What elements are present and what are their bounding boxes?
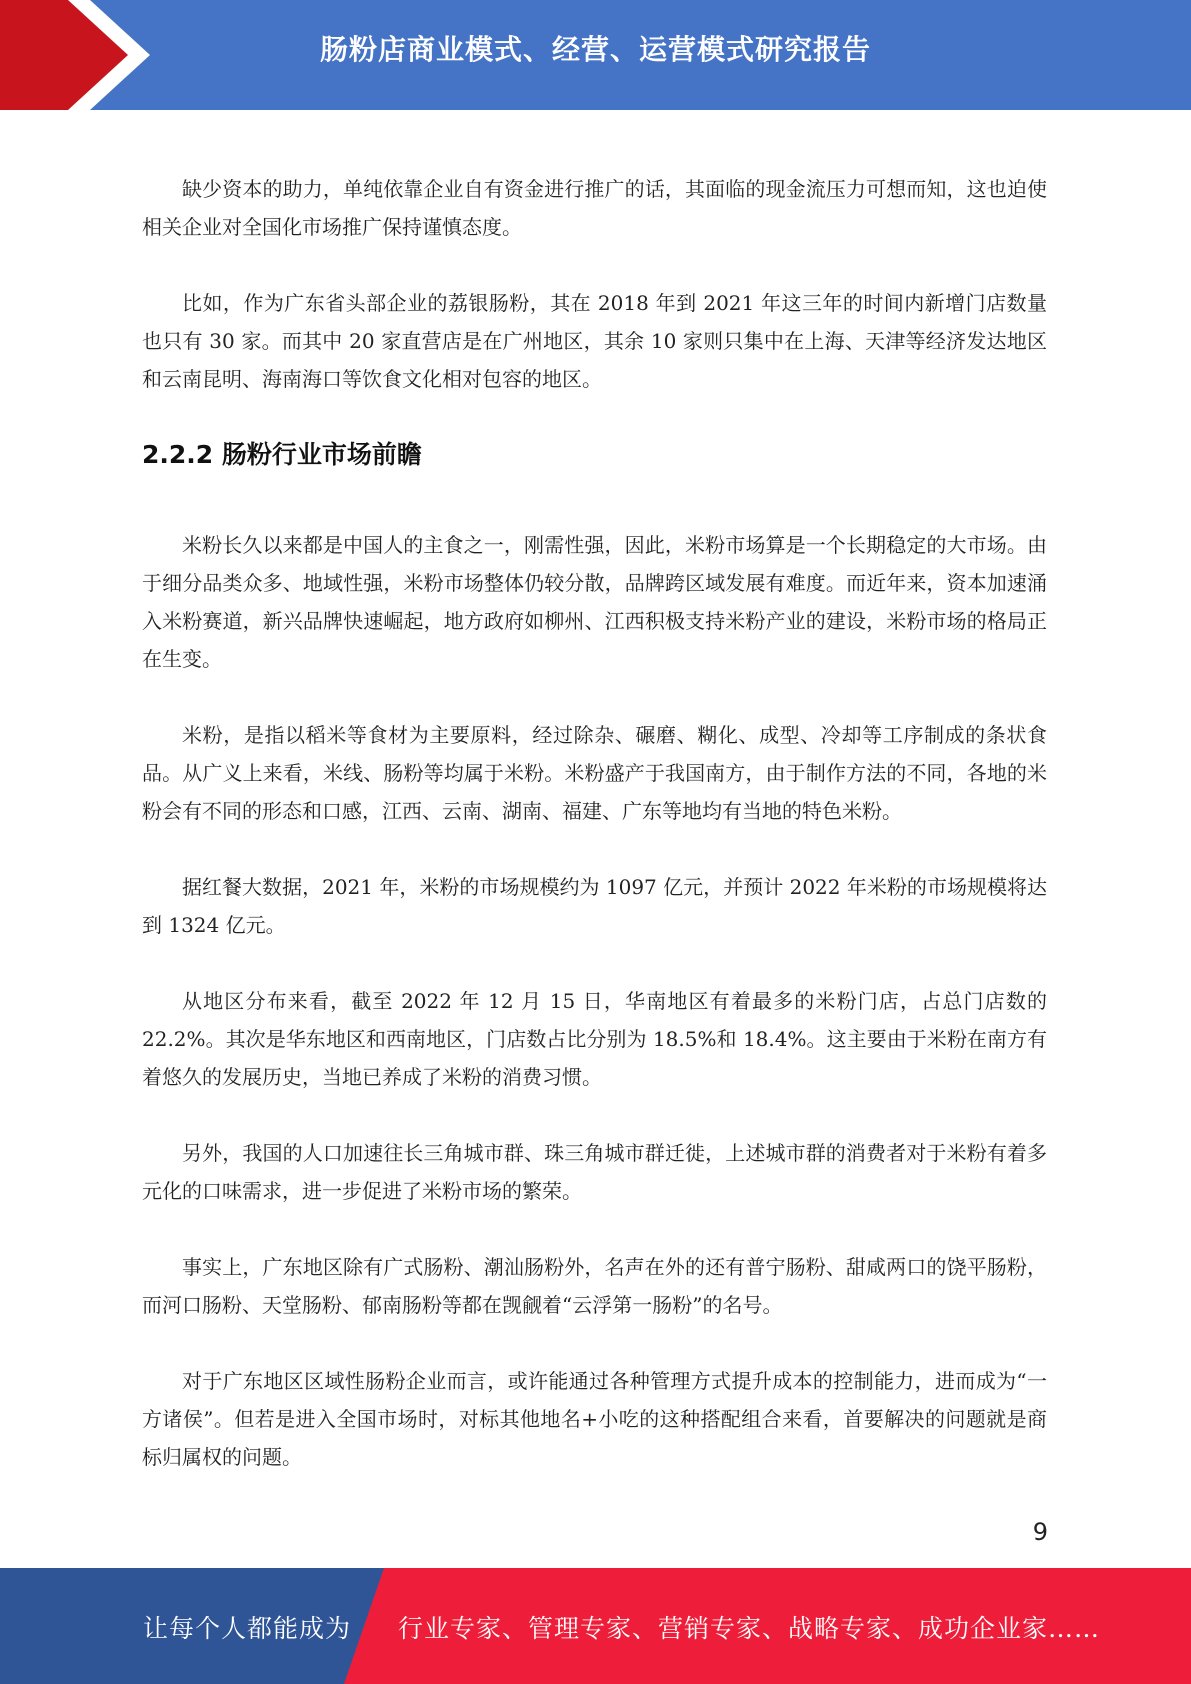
- paragraph: 事实上，广东地区除有广式肠粉、潮汕肠粉外，名声在外的还有普宁肠粉、甜咸两口的饶平肠粉，而河口肠粉、天堂肠粉、郁南肠粉等都在觊觎着“云浮第一肠粉”的名号。: [142, 1255, 1047, 1317]
- footer-slogan-left: 让每个人都能成为: [143, 1614, 352, 1643]
- page-content: [142, 170, 1047, 1514]
- paragraph: 另外，我国的人口加速往长三角城市群、珠三角城市群迁徙，上述城市群的消费者对于米粉有着多元化的口味需求，进一步促进了米粉市场的繁荣。: [142, 1141, 1047, 1203]
- page-header: [0, 0, 1191, 110]
- page-footer: [0, 1568, 1191, 1684]
- document-title: 肠粉店商业模式、经营、运营模式研究报告: [319, 33, 871, 66]
- page-number: 9: [1032, 1518, 1048, 1546]
- paragraph: 米粉长久以来都是中国人的主食之一，刚需性强，因此，米粉市场算是一个长期稳定的大市场。由于细分品类众多、地域性强，米粉市场整体仍较分散，品牌跨区域发展有难度。而近年来，资本加速涌入米粉赛道，新兴品牌快速崛起，地方政府如柳州、江西积极支持米粉产业的建设，米粉市场的格局正在生变。: [142, 533, 1047, 671]
- paragraph: 米粉，是指以稻米等食材为主要原料，经过除杂、碾磨、糊化、成型、冷却等工序制成的条状食品。从广义上来看，米线、肠粉等均属于米粉。米粉盛产于我国南方，由于制作方法的不同，各地的米粉会有不同的形态和口感，江西、云南、湖南、福建、广东等地均有当地的特色米粉。: [142, 723, 1047, 823]
- section-heading: 2.2.2 肠粉行业市场前瞻: [142, 440, 422, 469]
- paragraph: 据红餐大数据，2021 年，米粉的市场规模约为 1097 亿元，并预计 2022 年米粉的市场规模将达到 1324 亿元。: [142, 875, 1047, 937]
- paragraph: 对于广东地区区域性肠粉企业而言，或许能通过各种管理方式提升成本的控制能力，进而成为“一方诸侯”。但若是进入全国市场时，对标其他地名+小吃的这种搭配组合来看，首要解决的问题就是商标归属权的问题。: [142, 1369, 1047, 1469]
- footer-slogan-right: 行业专家、管理专家、营销专家、战略专家、成功企业家……: [398, 1614, 1101, 1643]
- paragraph: 缺少资本的助力，单纯依靠企业自有资金进行推广的话，其面临的现金流压力可想而知，这也迫使相关企业对全国化市场推广保持谨慎态度。: [142, 177, 1047, 239]
- paragraph: 比如，作为广东省头部企业的荔银肠粉，其在 2018 年到 2021 年这三年的时间内新增门店数量也只有 30 家。而其中 20 家直营店是在广州地区，其余 10 家则只集中在上海、天津等经济发达地区和云南昆明、海南海口等饮食文化相对包容的地区。: [142, 291, 1047, 391]
- paragraph: 从地区分布来看，截至 2022 年 12 月 15 日，华南地区有着最多的米粉门店，占总门店数的 22.2%。其次是华东地区和西南地区，门店数占比分别为 18.5%和 18.4%。这主要由于米粉在南方有着悠久的发展历史，当地已养成了米粉的消费习惯。: [142, 989, 1047, 1089]
